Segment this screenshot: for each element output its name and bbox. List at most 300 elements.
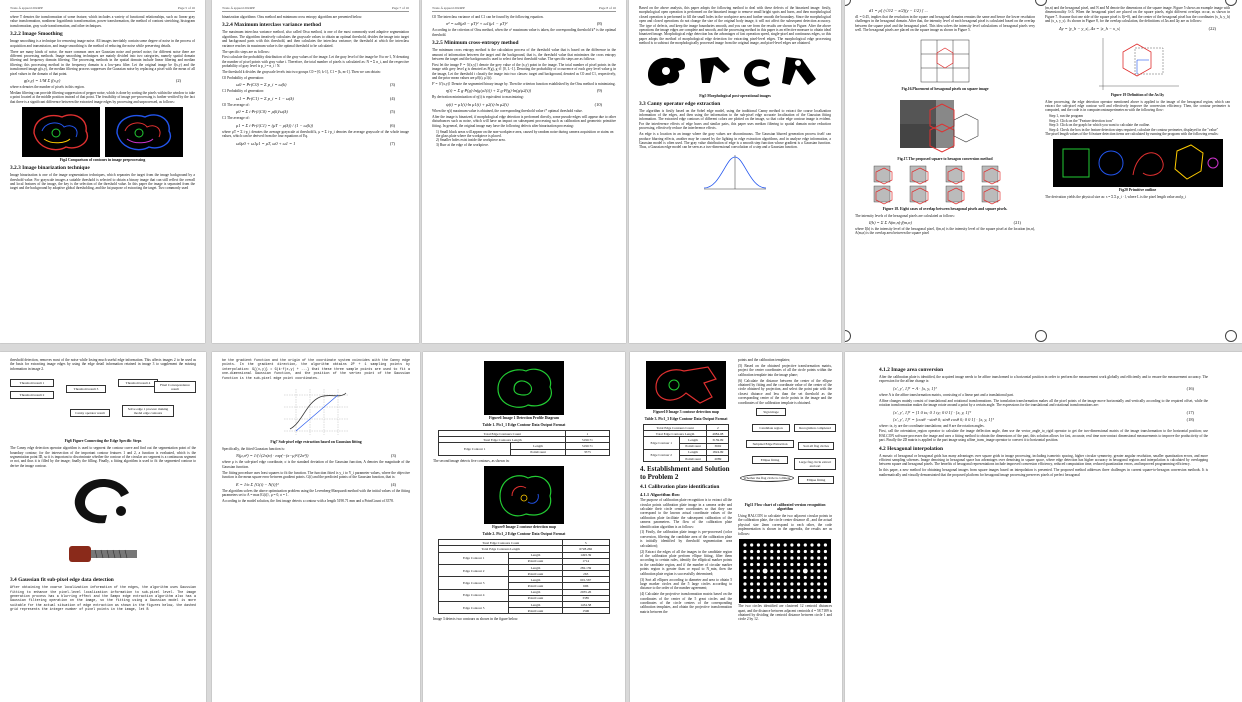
figure-caption: Fig7 Sub-pixel edge extraction based on Gaussian fitting [270,440,362,445]
figure-edge-flow [10,375,196,435]
screw-image [63,534,143,574]
paragraph: binarization algorithms: Otsu method and minimum cross entropy algorithm are presented below. [222,15,363,19]
flow-node: Large flag circle extract and sort [794,458,836,470]
paragraph: (6) Calculate the distance between the center of the ellipse obtained by fitting and the coordinate value of the center of the circle obtained by projection, and select the point pair with the closest distance and less than the set threshold as the corresponding center of the circle points in the image and the coordinates of the calibration template is obtained. [738,378,832,405]
equation [879,410,1208,415]
calibration-dot [824,550,827,553]
table-cell: 5 [562,540,609,546]
paragraph: (1) Firstly, the calibration plate image is pre-processed (color conversion, filtering the candidate area of the calibration plate is initially identified by threshold segmentation area calculation); [640,530,733,548]
table-cell: Edge Contour 1 [439,443,511,455]
table-cell: Total Edge Contours Length [643,431,707,437]
paragraph: where μT = Σ i·p_i denotes the average grayscale at threshold k, μ = Σ i·p_i denotes the average grayscale of the whole image values, which can be derived from the four equations of Eq. [222,129,409,139]
calibration-dot [750,595,753,598]
table-cell: PointCount [509,608,563,614]
table-cell: Edge Contour 2 [643,449,679,461]
calibration-dot [770,550,773,553]
header-left: Trans Á appuzd 2024PP [10,6,43,10]
flow-node: Ellipse fitting [798,476,834,484]
calibration-dot [790,576,793,579]
paragraph: When the η(t) maximum value is obtained, the corresponding threshold value t* optimal threshold value. [432,108,583,113]
figure-screw [10,534,196,574]
equation-number: (2) [175,77,181,83]
figure-image1-profile [433,361,615,415]
flow-node: Recognition completed [794,424,836,432]
figure-caption: Figure 18. Eight cases of overlap between hexagonal pixels and square pixels. [882,206,1008,211]
calibration-dot [784,576,787,579]
paragraph: According to the criterion of Otsu method, when the σ² maximum value is taken, the corresponding threshold k* is the optimal threshold. [432,28,616,37]
paragraph: There are many kinds of noise, the more common ones are Gaussian noise and pretzel noise; for different noise there are different processing methods. Image smoothing techniques are mainly divided into two categories, namely spatial domain filtering and frequency domain filtering. The processing methods in the spatial domain include linear filtering and median filtering; this processing method in the frequency domain is a low-pass filter. Let the original image be f(x,y) and the transformed image g(x,y), the median filtering process suppresses the Gaussian noise by replacing a pixel with the mean of all pixel values in the domain of that point. [10,49,195,76]
equation [855,8,1035,13]
paragraph: (3) Sort all ellipses according to diameter and area to obtain 5 large marker circles and the 5 large circles according to distance to the order of the number agreement; [640,577,733,591]
calibration-dot [824,563,827,566]
flow-node: Ellipse fitting [752,456,788,464]
calibration-dot [804,556,807,559]
section-heading: 3.4 Gaussian fit sub-pixel edge data detection [10,577,114,584]
calibration-dot [817,569,820,572]
figure-gaussian-curve [639,153,831,193]
table-cell: 282.159 [562,564,609,570]
equation-number: (10) [594,101,602,107]
table-cell: PointCount [510,449,565,455]
table-cell: 3575 [566,449,609,455]
figure-caption: Fig5 Morphological post-operational images [699,93,771,98]
calibration-dot [810,569,813,572]
calibration-dot [764,550,767,553]
equation-number: (17) [1186,409,1194,415]
equation [222,453,410,458]
two-column-layout [640,358,832,623]
calibration-dot [777,569,780,572]
calibration-dot [764,589,767,592]
table-cell: Total Edge Contours Length [439,437,566,443]
paragraph: Median filtering can provide filtering suppression of pepper noise, which is done by sorting the pixels within the window to take a point located at the middle position instead of that point. The feasibility of image pre-processing is further verified by the fact that there is a significant difference between the extracted image edges by processing and unprocessed, as follows: [10,90,195,104]
flow-node: Solve edge 1 process: making model edge contours [122,405,174,417]
paragraph: threshold detection, removes most of the noise while losing much useful edge information. This affects images 2 to be used as the basis for extracting image edges by using the edge detail information retained in image 3 to supplement the missing information in image 2. [10,358,196,371]
figure-subpixel [222,383,410,439]
equation-body: Δy = |y_h − y_s|, Δx = |x_h − x_s| [1059,25,1121,31]
chapter-heading: 4. Establishment and Solution to Problem 2 [640,465,730,482]
calibration-dot [743,550,746,553]
paragraph: (5) Based on the obtained projective transformation matrix, project the center coordinates of all the circle points within the calibration template into the image plane; [738,363,832,377]
equation [10,78,195,83]
calibration-dot [777,589,780,592]
calibration-dot [804,595,807,598]
paragraph: where A is the affine transformation matrix, consisting of a linear part and a translational part. [879,392,1014,397]
list-item: Step 2: Click on the "Feature detection icon" [1049,118,1114,123]
table-cell: Length [510,443,565,449]
calibration-dot [810,576,813,579]
figure-calibration-flowchart [738,408,832,500]
equation-number: (4) [389,95,395,101]
calibration-dot [750,563,753,566]
equation-body: μ1 = Σ i·Pr(i|C1) = (μT − μ(k)) / (1 − ω(k)) [236,122,313,128]
calibration-dot [784,569,787,572]
table-cell: 3692 [707,443,729,449]
calibration-dot [764,582,767,585]
page-number: Page 8 of 16 [598,6,616,10]
calibration-dot [797,556,800,559]
calibration-dot [810,543,813,546]
equation-body: μ0 = Σ i·Pr(i|C0) = μ(k)/ω(k) [236,109,288,115]
calibration-dot [757,550,760,553]
calibration-dot [777,543,780,546]
figure-caption: Figure9 Image 2 contour detection map [492,525,556,530]
equation-body: g(x,y) = 1/M Σ f(x,y) [24,77,61,83]
document-page-5 [845,0,1242,343]
calibration-dot [817,595,820,598]
equation [432,88,616,93]
equation-body: ω1 = Pr(C1) = Σ p_i = 1 − ω(k) [236,95,294,101]
table-cell: Length [509,577,563,583]
equation-body: η(t) = Σ g·P(g)·ln(g/μ1(t)) + Σ g·P(g)·ln(g/μ2(t)) [446,88,532,94]
paragraph: where: tx, ty are the coordinate translations; and θ are the rotation angles. [879,423,985,428]
paragraph: In this paper, a new method for obtaining hexagonal images from square images based on interpolation is presented. The proposed method addresses three challenges in current square-to-hexagon conversion methods. It is mathematically and visually demonstrated that the proposed platform for hexagonal image processing preserves pixels of perfect hexagonal [879,468,1208,477]
calibration-dot [750,543,753,546]
section-heading: 3.2.2 Image Smoothing [10,31,63,38]
equation-number: (5) [389,109,395,115]
list-item: Step 4: Check the box in the feature detection steps required, calculate the contour perimeter, displayed in the "value" [1049,127,1219,132]
calibration-dot [784,595,787,598]
paragraph: The minimum cross entropy method is the calculation process of the threshold value that is based on the difference in the amount of information between the target and the background, that is, the threshold value that minimizes the cross entropy between the target and the background is used to select the best threshold value. The specific steps are as follows: [432,48,616,62]
single-column [855,358,1232,485]
figure-morphological-parts [639,49,831,93]
page-corner-marker [1035,330,1047,342]
table-cell: PointCount [679,443,707,449]
table-cell: 1434.58 [562,602,609,608]
calibration-dot [763,569,768,574]
calibration-dot [764,543,767,546]
calibration-dot [777,582,780,585]
equation-number: (6) [389,122,395,128]
table-title: Table 2. Pic1_2 Edge Contour Data Output Format [482,532,566,537]
calibration-dot [757,556,760,559]
paragraph: C1 Probability of generation: [222,89,265,94]
flow-decision: Whether the flag circle is collinear [740,474,794,482]
calibration-dot [764,595,767,598]
table-cell: PointCount [509,558,563,564]
calibration-dot [797,543,800,546]
equation-number: (21) [1013,220,1021,226]
calibration-dot [803,569,808,574]
equation-body: ω0 = Pr(C0) = Σ p_i = ω(k) [236,82,287,88]
table-cell: 3159.09 [707,437,729,443]
paragraph: C0 Probability of generation: [222,76,265,81]
header-left: Trans Á appuzd 2024PP [432,6,465,10]
calibration-dot [810,556,813,559]
equation [879,417,1208,422]
calibration-dot [757,576,760,579]
flow-node: Canny operator result [70,409,110,417]
paragraph: After processing, the edge detection operator mentioned above is applied to the image of the hexagonal region, which can extract the sub-pixel edge contour well and effectively improve the conversion efficiency. Then, the contour perimeter is computed, and the code is in computecontourperimeter.m with the following flow: [1045,99,1230,113]
paragraph: Image smoothing is a technique for removing image noise. All images inevitably contain some degree of noise in the process of acquisition and transmission, and image smoothing is the method of reducing the noise while preserving details. [10,39,195,48]
paragraph: After the calibration plate is identified, the acquired image needs to be affine transformed to a horizontal position in order to perform the measurement work globally and efficiently and to ensure the measurement accuracy. The expression for the affine change is: [879,375,1208,384]
section-heading: 4.2 Hexagonal interpolation [879,445,943,452]
table-cell: Length [679,449,707,455]
calibration-dot [797,582,800,585]
paragraph: C0 The average of: [222,102,250,107]
paragraph: F' = {f'(x,y)} Denote the segmented binary image by. Then the criterion function established by the Otsu method is minimizing. [432,82,616,87]
table-cell: Edge Contour 1 [439,552,509,564]
paragraph: The fitting procedure uses least squares to fit the function. The function fitted is y_i to Y_i parameter values, where the objective function is the mean square error between gradient points. G(i) and the predicted points of the Gaussian function, that is: [222,470,410,480]
paragraph: The algorithm is firstly based on the Sobel edge model, using the traditional Canny method to extract the coarse localization information of the edges, and then using the information to the sub-pixel edge accurate localization of the Gaussian fitting information. The extracted edge contours of different colors are plotted on the image, so that color edge contour image is evident. For the interference effects of edge burrs and similar pairs, this paper uses median filtering to spatial domain noise reduction processing, effectively reduce the interference effects. [639,108,831,131]
figure-dx-dy [1045,34,1230,92]
table-cell: 1493.39 [562,552,609,558]
document-page-1 [0,0,205,343]
list-item: 3) Burr at the edge of the workpiece. [436,142,489,147]
document-page-3 [422,0,626,343]
calibration-dot [784,550,787,553]
equation-body: N(μ,σ²) = 1/(√(2π)σ) · exp(−(x−μ)²/(2σ²)) [236,453,309,459]
section-heading: 3.2.5 Minimum cross-entropy method [432,40,519,47]
paragraph: d1 = 0.45, implies that the resolution in the square and hexagonal domains remains the same and hence the lower resolution challenges in the hexagonal domain. After that, the intensity level of each hexagonal pixel is calculated based on the overlap between the square pixel and the hexagonal pixel. This idea solves the intensity level calculations of hexagonal pixels very well. The hexagonal pixels are placed on the square image as shown in Figure 5. [855,15,1035,33]
calibration-dot [790,569,793,572]
calibration-dot [824,582,827,585]
calibration-dot [764,556,767,559]
paragraph: First calculate the probability distribution of the gray values of the image. Let the gray level of the image be 0 to m-1, N denoting the number of pixel points with gray value i. Therefore, the total number of pixels is calculated as: N = Σ n_i, and the respective probability of gray level is p_i = n_i / N. [222,55,409,69]
equation-number: (22) [1208,25,1216,31]
calibration-dot [750,550,753,553]
figure-caption: Figure 19 Definition of the Δx/Δy [1110,92,1165,97]
table-cell: Length [679,437,707,443]
table-cell: 263 [562,571,609,577]
calibration-dot [770,576,773,579]
calibration-dot [770,543,773,546]
figure-image3-contours [640,361,732,409]
equation-number: (18) [1186,416,1194,422]
calibration-dot [770,582,773,585]
table-cell: Total Edge Contours Count [643,425,707,431]
table-cell: Length [509,564,563,570]
calibration-dot [743,556,746,559]
section-heading: 4.1 Calibration plate identification [640,484,720,491]
table-cell: 3385 [562,595,609,601]
equation-body: E = 1/n Σ [G(i) − N(i)]² [236,481,279,487]
table-cell: 5190.71 [566,437,609,443]
calibration-dot [777,563,780,566]
equation-body: [x', y', 1]ᵀ = [cosθ −sinθ 0; sinθ cosθ 0; 0 0 1] · [x, y, 1]ᵀ [893,416,994,422]
list-item: Step 1, run the program [1049,114,1084,119]
calibration-dot [743,595,746,598]
figure-image2-contours [433,466,615,524]
paragraph: The Canny edge detection operator algorithm is used to segment the contour curve and find out the segmentation point of the boundary contour; for the intersection of the important contour features 1 and 2, a function is evaluated, which is the segmentation point ID, so it is important to discriminate whether the contour of the circular arc segment is a continuous segment or not, and thus it is filled by the image; finally the filling. Finally, a fitting algorithm is used to fit the segmented contour to derive the image contour. [10,446,196,468]
table-title: Table 1. Pic1_1 Edge Contour Data Output Format [482,423,566,427]
calibration-dot [790,556,793,559]
table-cell: Length [509,552,563,558]
figure-overlap-cases [855,164,1035,206]
document-page-6 [0,352,206,702]
table-cell: Length [509,589,563,595]
calibration-dot [817,563,820,566]
list-item: Step 3: Click on the graph for which you want to calculate the outline. [1049,123,1150,128]
calibration-dot [770,569,773,572]
equation [222,123,409,128]
calibration-dot [824,595,827,598]
calibration-dot [790,543,793,546]
equation [879,386,1208,391]
calibration-dot [784,563,787,566]
equation [222,141,409,146]
equation-number: (3) [390,453,396,459]
equation-body: d1 = μ[ (√3/2 − x/2)(y − 1/2) ] ... [869,8,928,13]
calibration-dot [817,576,820,579]
equation [222,82,409,87]
calibration-dot [817,543,820,546]
calibration-dot [770,556,773,559]
document-page-10 [845,352,1242,702]
contour-image-right [105,107,183,157]
calibration-dot [764,576,767,579]
contour-table-2 [438,539,609,614]
paragraph: The specific steps are as follows: [222,49,270,54]
paragraph: C1 The average of: [222,116,250,121]
paragraph: The derivation yields the physical size as: s = Σ Σ p_i · l, where L is the pixel length value and p_i [1045,195,1187,200]
equation-body: ω0μ0 + ω1μ1 = μT, ω0 + ω1 = 1 [236,140,296,146]
subpixel-grid [276,383,356,439]
calibration-dot [757,569,760,572]
calibration-dot [797,550,800,553]
calibration-dot-grid [739,539,831,603]
right-column [1045,6,1230,339]
calibration-dot [743,582,746,585]
document-page-4 [629,0,841,343]
equation [222,109,409,114]
flow-node: Threshold result 4 [118,379,158,387]
figure-caption: Fig.17.The proposed square to hexagon conversion method [897,156,993,161]
calibration-dot [757,582,760,585]
paragraph: points and the calibration templates; [738,358,791,362]
table-cell: PointCount [509,571,563,577]
equation [1045,26,1230,31]
equation-body: I(h) = Σ Σ A(m,n)·f(m,n) [869,220,912,226]
section-heading: 3.3 Canny operator edge extraction [639,100,721,107]
calibration-dot [824,569,827,572]
calibration-dot [743,569,746,572]
paragraph: Using HALCON to calculate the two adjacent circular points in the calibration plate, the circle center distance d1, and the actual physical size 2mm correspond to each other, the code implementation is shown in the appendix, the results are as follows: [738,514,832,536]
paragraph: The maximum interclass variance method, also called Otsu method, is one of the most commonly used adaptive segmentation algorithms. The algorithm iteratively calculates the grayscale values to obtain an optimal threshold, divides the image into target and background parts with this threshold, and then calculates the interclass variance; the threshold at which the interclass variance reaches its maximum value is the optimal threshold to be calculated. [222,30,409,48]
section-heading: 4.1.2 Image area conversion [879,367,944,373]
right-column [738,358,832,623]
equation-body: ψ(t) = μ1(t)·ln μ1(t) + μ2(t)·ln μ2(t) [446,101,509,107]
calibration-dot [757,563,760,566]
calibration-dot [817,556,820,559]
paragraph: The algorithm solves the above optimization problem using the Levenberg-Marquardt method with the initial values of the fitting parameters set to A = max{G(i)}, μ = 0, σ = 1. [222,488,410,497]
left-column [855,6,1035,339]
table-cell: 1824.99 [707,449,729,455]
paragraph: Image binarization is one of the image segmentation techniques, which separates the target from the image background by a threshold value. For grayscale images a suitable threshold is selected to obtain a binary image that can still reflect the overall and local features of the image, the key is the selection of the threshold value. In this paper the image is separated from the target and the background by adaptive global thresholding, and the fat purpose of extracting the target. Two commonly used [10,173,195,191]
equation [222,96,409,101]
page-number: Page 7 of 16 [391,6,409,10]
figure-square-to-hex [855,94,1035,156]
gaussian-curve [700,153,770,193]
calibration-dot [810,550,813,553]
calibration-dot [750,589,753,592]
calibration-dot [750,576,753,579]
calibration-dot [757,589,760,592]
table-cell: 4984.08 [707,431,729,437]
table-cell: 1714 [562,558,609,564]
calibration-dot [743,576,746,579]
document-page-9 [630,352,842,702]
paragraph: The threshold k divides the grayscale levels into two groups C0 = [0, k-1], C1 = [k, m-1]. Then we can obtain: [222,70,381,75]
paragraph: (m,n) and the hexagonal pixel, and N and M denote the dimensions of the square image. Figure 5 shows an example image with dimensionality 3×3. When the hexagonal pixel are placed on the square pixels, eight different overlaps occur, as shown in Figure 7. Assume that one side of the square pixel is I(i=0), and the center of the hexagonal pixel has the coordinates (x_h, y_h) and (x_s, y_s). As shown in Figure 8, for the overlap calculation, the definitions of Δx and Δy are as follows: [1045,6,1230,24]
equation [222,482,410,487]
equation-number: (7) [389,140,395,146]
paragraph: By derivation minimization of η(t) is equivalent to maximizing: [432,95,524,100]
conversion-diagram [890,94,1000,156]
flow-node: Sort all flag circles [798,442,834,450]
calibration-dot [790,550,793,553]
calibration-dot [804,589,807,592]
table-cell: 696 [562,583,609,589]
table-cell: PointCount [509,595,563,601]
calibration-dot [824,543,827,546]
overlap-cases [870,164,1020,206]
calibration-dot [804,550,807,553]
paragraph: The purpose of calibration plate recognition is to extract all the circular points calibration plate image in a camera order and calculate their circle center coordinates so that they can correspond to the known actual coordinate values of the calibration plate facilitate the subsequent calibration of the camera parameters. The flow of the calibration plate identification algorithm is as follows: [640,498,733,529]
calibration-dot [810,582,813,585]
paragraph: C0 The interclass variance of and C1 can be found by the following equation. [432,15,544,19]
image3-contour [646,361,726,409]
calibration-dot [784,582,787,585]
document-page-7 [212,352,420,702]
document-page-2 [212,0,419,343]
page-number: Page 5 of 16 [177,6,195,10]
calibration-dot [824,576,827,579]
figure-caption: Fig6 Figure Connecting the Edge Specific Steps [64,439,142,444]
calibration-dot [790,563,793,566]
figure-contour-comparison [10,107,195,157]
calibration-dot [790,582,793,585]
paragraph: An edge is a location in an image where the gray values are discontinuous. The Gaussian blurred generation process itself can produce blurring effects, another may be caused by the lighting in edge extraction algorithms, and in analyze edge information, a Gaussian model is often used. The gray value distribution of edge is a smooth step function whose gradient is a Gaussian function. Thus, a Gaussian edge model can be seen as a two-dimensional convolution of a step and a Gaussian function. [639,132,831,150]
equation-number: (4) [390,481,396,487]
figure-caption: Fig.16.Placement of hexagonal pixels on square image [901,86,989,91]
paragraph: (4) Calculate the projective transformation matrix based on the coordinates of the center of the 5 great circles and the coordinates of the circle centers of the corresponding calibration templates, and obtain the projective transformation matrix between the [640,592,733,614]
equation [432,102,616,107]
equation-number: (16) [1186,385,1194,391]
equation [432,21,616,26]
table-cell: 1 [566,431,609,437]
paragraph: A mosaic of hexagonal or hexagonal grids has many advantages over square grids in image processing, including isometric spacing, higher circular symmetry, greater angular resolution, smaller quantization errors, and more efficient sampling schemes. Image denoising in hexagonal space has advantages over denoising in square space, where edge detection has higher accuracy in hexagonal regions and interpolation is calculated by overlapping between square and hexagonal pixels. The benefits of hexagonal representations include improved conversion efficiency, reduced computation time, reduced quantization errors, and improved programming efficiency. [879,453,1208,467]
paragraph: The pixel length values of the 6 feature detection items are calculated by running the program with the following results: [1045,131,1219,136]
table-cell: Edge Contour 1 [643,437,679,449]
table-cell: Total Edge Contours Length [439,546,562,552]
table-cell: 6728.266 [562,546,609,552]
calibration-dot [797,569,800,572]
table-cell: Edge Contour 5 [439,602,509,614]
part-silhouettes [640,49,830,93]
figure-caption: Fig20 Primitive outline [1118,188,1157,193]
page-corner-marker [845,0,851,6]
page-header [10,6,195,12]
equation [855,220,1035,225]
table-cell: Total Edge Contours Count [439,431,566,437]
equation-body: [x', y', 1]ᵀ = [1 0 tx; 0 1 ty; 0 0 1] · [x, y, 1]ᵀ [893,409,972,415]
calibration-dot [770,595,773,598]
equation-body: [x', y', 1]ᵀ = A · [x, y, 1]ᵀ [893,385,937,391]
flow-node: Final Correspondence result [154,381,196,393]
calibration-dot [777,550,780,553]
calibration-dot [743,563,746,566]
table-cell: PointCount [679,455,707,461]
section-heading: 3.2.3 Image binarization technique [10,165,90,172]
table-cell: Total Edge Contours Count [439,540,562,546]
calibration-dot [770,563,773,566]
paragraph: where I(h) is the intensity level of the hexagonal pixel, f(m,n) is the intensity level of the square pixel at the location (m,n), A(m,n) is the overlap area between the square pixel [855,227,1035,236]
section-heading: 3.2.4 Maximum interclass variance method [222,22,322,29]
equation-number: (8) [596,21,602,27]
header-left: Trans Á appuzd 2024PP [222,6,255,10]
calibration-dot [777,576,780,579]
